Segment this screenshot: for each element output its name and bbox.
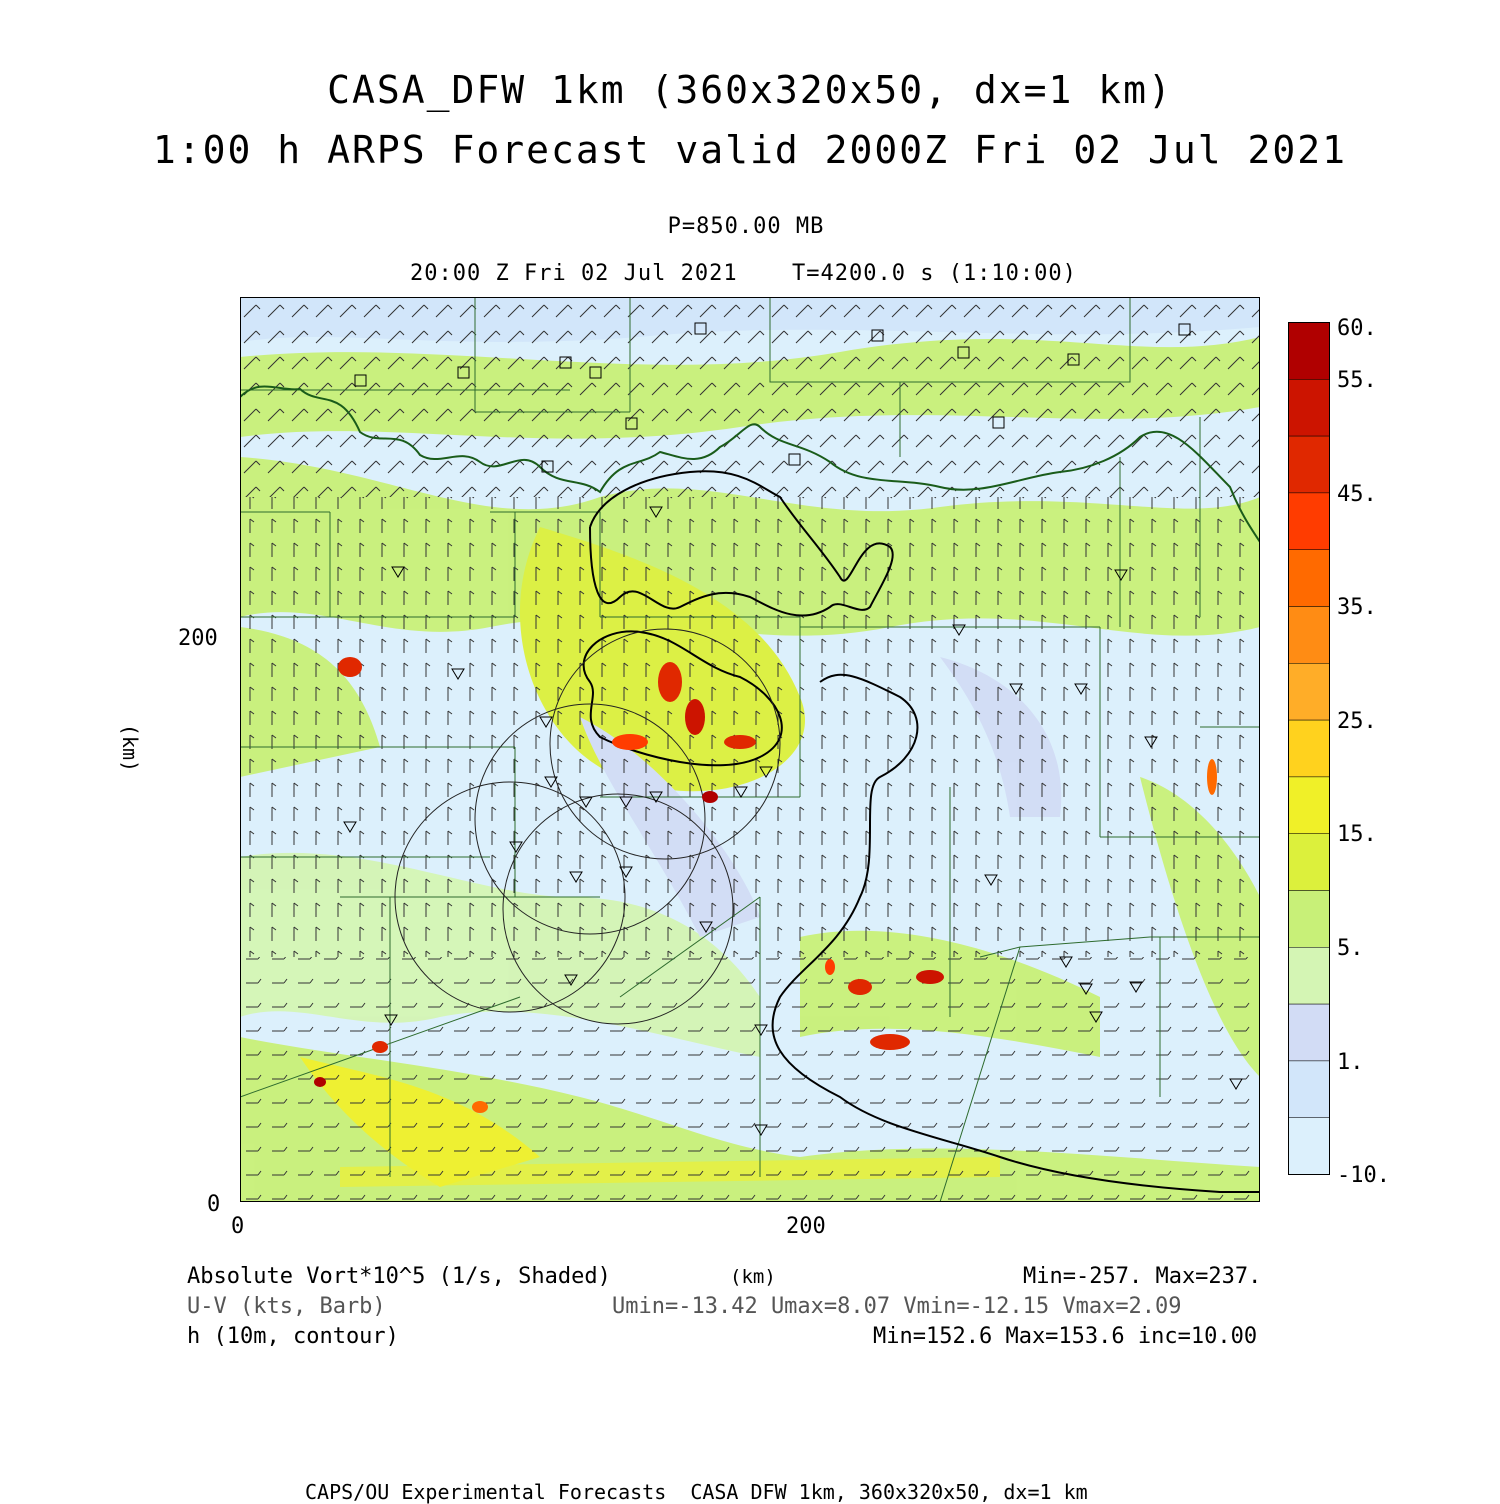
colorbar-cell — [1289, 379, 1330, 436]
colorbar-label-minus10: -10. — [1337, 1163, 1390, 1188]
title-line-1: CASA_DFW 1km (360x320x50, dx=1 km) — [327, 68, 1173, 112]
field3-stats: Min=152.6 Max=153.6 inc=10.00 — [873, 1324, 1258, 1349]
colorbar-label-35: 35. — [1337, 595, 1377, 620]
y-axis-label: (km) — [118, 723, 143, 773]
colorbar-label-15: 15. — [1337, 822, 1377, 847]
wind-barbs-south — [240, 957, 1260, 1202]
x-tick-0: 0 — [231, 1214, 245, 1239]
credit-line: CAPS/OU Experimental Forecasts CASA DFW 1km, 360x320x50, dx=1 km — [305, 1480, 1088, 1504]
vorticity-map — [240, 297, 1260, 1202]
field3-name: h (10m, contour) — [187, 1324, 399, 1349]
colorbar-cell — [1289, 720, 1330, 777]
colorbar-label-1: 1. — [1337, 1050, 1364, 1075]
field1-stats: Min=-257. Max=237. — [1023, 1264, 1262, 1289]
field2-stats: Umin=-13.42 Umax=8.07 Vmin=-12.15 Vmax=2.09 — [612, 1294, 1182, 1319]
colorbar-cell — [1289, 607, 1330, 664]
valid-time: 20:00 Z Fri 02 Jul 2021 — [410, 261, 738, 286]
colorbar-label-25: 25. — [1337, 709, 1377, 734]
wind-barbs-central — [240, 497, 1260, 957]
colorbar-cell — [1289, 323, 1330, 380]
colorbar-cell — [1289, 891, 1330, 948]
pressure-level: P=850.00 MB — [667, 214, 825, 239]
colorbar-cell — [1289, 834, 1330, 891]
title-line-2: 1:00 h ARPS Forecast valid 2000Z Fri 02 Jul 2021 — [152, 128, 1348, 172]
wind-barbs-north — [240, 297, 1260, 497]
colorbar-cell — [1289, 663, 1330, 720]
colorbar-cell — [1289, 436, 1330, 493]
y-tick-0: 0 — [207, 1192, 221, 1217]
colorbar-label-45: 45. — [1337, 482, 1377, 507]
colorbar-cell — [1289, 947, 1330, 1004]
field1-name: Absolute Vort*10^5 (1/s, Shaded) — [187, 1264, 611, 1289]
colorbar-cell — [1289, 1061, 1330, 1118]
colorbar-label-5: 5. — [1337, 936, 1364, 961]
colorbar-cell — [1289, 1004, 1330, 1061]
colorbar-cell — [1289, 493, 1330, 550]
field2-name: U-V (kts, Barb) — [187, 1294, 386, 1319]
model-time: T=4200.0 s (1:10:00) — [792, 261, 1077, 286]
x-axis-label: (km) — [730, 1266, 776, 1288]
colorbar-cell — [1289, 777, 1330, 834]
colorbar-label-55: 55. — [1337, 368, 1377, 393]
x-tick-200: 200 — [786, 1214, 826, 1239]
colorbar-cell — [1289, 550, 1330, 607]
y-tick-200: 200 — [178, 626, 218, 651]
colorbar — [1288, 322, 1332, 1176]
colorbar-label-60: 60. — [1337, 316, 1377, 341]
colorbar-cell — [1289, 1118, 1330, 1175]
